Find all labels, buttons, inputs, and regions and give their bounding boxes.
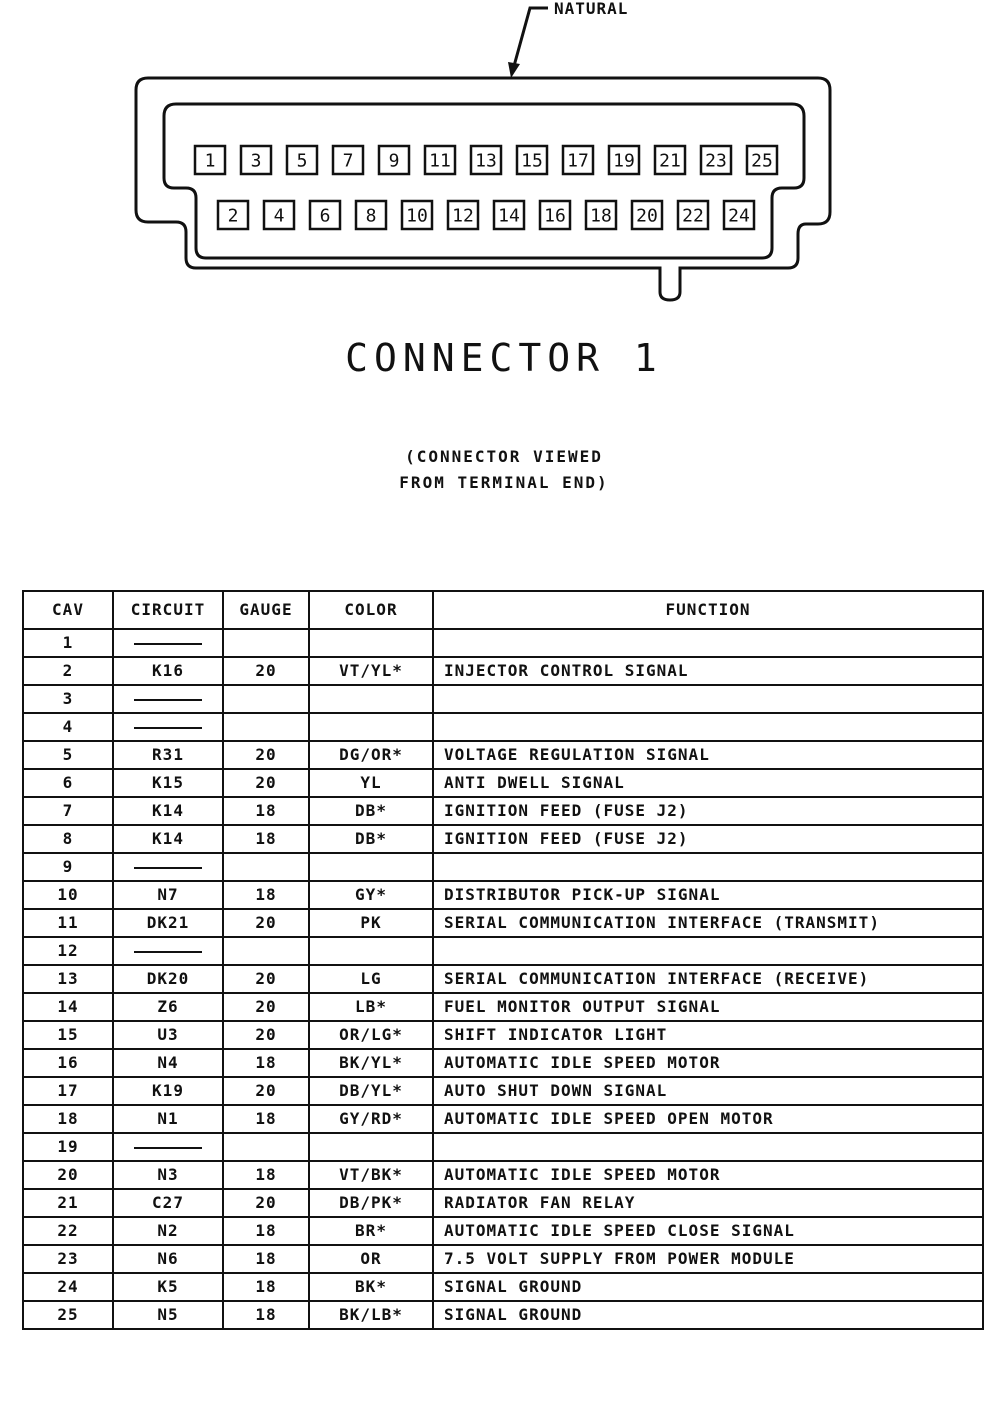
- pin-17: [563, 146, 593, 174]
- connector-inner-cavity: [164, 104, 804, 258]
- cell-color: VT/YL*: [309, 657, 433, 685]
- cell-cav: 2: [23, 657, 113, 685]
- pin-7: [333, 146, 363, 174]
- pin-24: [724, 201, 754, 229]
- cell-cav: 7: [23, 797, 113, 825]
- svg-text:17: 17: [567, 150, 589, 172]
- cell-function: VOLTAGE REGULATION SIGNAL: [433, 741, 983, 769]
- pin-8: [356, 201, 386, 229]
- connector-diagram: [0, 0, 1008, 330]
- pin-19: [609, 146, 639, 174]
- unused-cavity-dash: [134, 951, 202, 953]
- cell-color: LG: [309, 965, 433, 993]
- cell-function: IGNITION FEED (FUSE J2): [433, 825, 983, 853]
- pin-1: [195, 146, 225, 174]
- cell-circuit: N4: [113, 1049, 223, 1077]
- cell-circuit: N6: [113, 1245, 223, 1273]
- cell-function: SERIAL COMMUNICATION INTERFACE (TRANSMIT): [433, 909, 983, 937]
- cell-circuit: N5: [113, 1301, 223, 1329]
- cell-cav: 6: [23, 769, 113, 797]
- natural-label: NATURAL: [554, 0, 629, 18]
- table-row: [23, 741, 983, 769]
- table-row: [23, 1217, 983, 1245]
- svg-text:21: 21: [659, 150, 681, 172]
- svg-text:11: 11: [429, 150, 451, 172]
- cell-function: [433, 853, 983, 881]
- header-function: FUNCTION: [433, 591, 983, 629]
- pin-23: [701, 146, 731, 174]
- cell-circuit: K14: [113, 797, 223, 825]
- table-row: [23, 825, 983, 853]
- cell-function: SHIFT INDICATOR LIGHT: [433, 1021, 983, 1049]
- cell-gauge: [223, 937, 309, 965]
- cell-gauge: 20: [223, 769, 309, 797]
- cell-cav: 15: [23, 1021, 113, 1049]
- cell-color: DB/YL*: [309, 1077, 433, 1105]
- cell-circuit: [113, 713, 223, 741]
- cell-function: DISTRIBUTOR PICK-UP SIGNAL: [433, 881, 983, 909]
- cell-color: YL: [309, 769, 433, 797]
- table-header-row: [23, 591, 983, 629]
- cell-circuit: K14: [113, 825, 223, 853]
- cell-circuit: N1: [113, 1105, 223, 1133]
- cell-gauge: 20: [223, 993, 309, 1021]
- pin-5: [287, 146, 317, 174]
- cell-function: INJECTOR CONTROL SIGNAL: [433, 657, 983, 685]
- cell-color: [309, 853, 433, 881]
- cell-cav: 13: [23, 965, 113, 993]
- cell-cav: 4: [23, 713, 113, 741]
- table-row: [23, 1245, 983, 1273]
- svg-text:20: 20: [636, 205, 658, 227]
- cell-function: AUTOMATIC IDLE SPEED MOTOR: [433, 1049, 983, 1077]
- svg-text:9: 9: [388, 150, 400, 172]
- view-note-line-2: FROM TERMINAL END): [399, 473, 609, 492]
- cell-circuit: K19: [113, 1077, 223, 1105]
- table-row: [23, 881, 983, 909]
- cell-cav: 14: [23, 993, 113, 1021]
- cell-gauge: 20: [223, 1077, 309, 1105]
- cell-circuit: N7: [113, 881, 223, 909]
- pin-18: [586, 201, 616, 229]
- svg-text:23: 23: [705, 150, 727, 172]
- cell-color: DB*: [309, 825, 433, 853]
- pin-11: [425, 146, 455, 174]
- svg-text:19: 19: [613, 150, 635, 172]
- table-row: [23, 1105, 983, 1133]
- cell-function: AUTOMATIC IDLE SPEED MOTOR: [433, 1161, 983, 1189]
- cell-color: [309, 937, 433, 965]
- cell-gauge: 18: [223, 1301, 309, 1329]
- cell-gauge: 18: [223, 825, 309, 853]
- table-row: [23, 853, 983, 881]
- table-row: [23, 657, 983, 685]
- cell-circuit: N2: [113, 1217, 223, 1245]
- pin-14: [494, 201, 524, 229]
- pin-16: [540, 201, 570, 229]
- cell-color: DB*: [309, 797, 433, 825]
- table-row: [23, 965, 983, 993]
- cell-cav: 16: [23, 1049, 113, 1077]
- cell-circuit: [113, 1133, 223, 1161]
- pin-25: [747, 146, 777, 174]
- header-circuit: CIRCUIT: [113, 591, 223, 629]
- svg-text:7: 7: [342, 150, 354, 172]
- table-row: [23, 1133, 983, 1161]
- cell-circuit: U3: [113, 1021, 223, 1049]
- cell-color: PK: [309, 909, 433, 937]
- cell-function: SIGNAL GROUND: [433, 1273, 983, 1301]
- cell-function: RADIATOR FAN RELAY: [433, 1189, 983, 1217]
- pin-13: [471, 146, 501, 174]
- cell-cav: 18: [23, 1105, 113, 1133]
- cell-function: [433, 629, 983, 657]
- cell-cav: 8: [23, 825, 113, 853]
- table-row: [23, 937, 983, 965]
- svg-text:16: 16: [544, 205, 566, 227]
- cell-function: [433, 685, 983, 713]
- cell-gauge: 18: [223, 1105, 309, 1133]
- cell-cav: 23: [23, 1245, 113, 1273]
- cell-circuit: [113, 685, 223, 713]
- cell-color: [309, 629, 433, 657]
- pin-10: [402, 201, 432, 229]
- cell-cav: 25: [23, 1301, 113, 1329]
- pin-12: [448, 201, 478, 229]
- cell-circuit: [113, 937, 223, 965]
- svg-text:25: 25: [751, 150, 773, 172]
- cell-cav: 10: [23, 881, 113, 909]
- table-row: [23, 713, 983, 741]
- cell-gauge: [223, 853, 309, 881]
- table-row: [23, 1049, 983, 1077]
- cell-function: SIGNAL GROUND: [433, 1301, 983, 1329]
- cell-circuit: [113, 629, 223, 657]
- table-row: [23, 769, 983, 797]
- cell-cav: 1: [23, 629, 113, 657]
- cell-function: 7.5 VOLT SUPPLY FROM POWER MODULE: [433, 1245, 983, 1273]
- connector-pins: [195, 146, 777, 229]
- cell-function: AUTO SHUT DOWN SIGNAL: [433, 1077, 983, 1105]
- svg-text:10: 10: [406, 205, 428, 227]
- cell-function: [433, 713, 983, 741]
- table-row: [23, 909, 983, 937]
- cell-color: OR/LG*: [309, 1021, 433, 1049]
- cell-circuit: [113, 853, 223, 881]
- cell-color: LB*: [309, 993, 433, 1021]
- cell-function: ANTI DWELL SIGNAL: [433, 769, 983, 797]
- cell-color: [309, 1133, 433, 1161]
- table-row: [23, 993, 983, 1021]
- svg-text:13: 13: [475, 150, 497, 172]
- cell-gauge: 18: [223, 1273, 309, 1301]
- table-row: [23, 1273, 983, 1301]
- cell-circuit: DK21: [113, 909, 223, 937]
- cell-gauge: 18: [223, 797, 309, 825]
- cell-gauge: 20: [223, 1021, 309, 1049]
- svg-text:14: 14: [498, 205, 520, 227]
- cell-cav: 22: [23, 1217, 113, 1245]
- cell-circuit: R31: [113, 741, 223, 769]
- pin-21: [655, 146, 685, 174]
- pin-6: [310, 201, 340, 229]
- view-note: [0, 444, 1008, 496]
- table-row: [23, 1161, 983, 1189]
- header-gauge: GAUGE: [223, 591, 309, 629]
- cell-function: IGNITION FEED (FUSE J2): [433, 797, 983, 825]
- pin-3: [241, 146, 271, 174]
- svg-text:15: 15: [521, 150, 543, 172]
- cell-gauge: [223, 713, 309, 741]
- cell-color: VT/BK*: [309, 1161, 433, 1189]
- cell-cav: 3: [23, 685, 113, 713]
- unused-cavity-dash: [134, 1147, 202, 1149]
- unused-cavity-dash: [134, 867, 202, 869]
- svg-text:2: 2: [227, 205, 239, 227]
- svg-text:8: 8: [365, 205, 377, 227]
- cell-gauge: 20: [223, 965, 309, 993]
- unused-cavity-dash: [134, 727, 202, 729]
- cell-cav: 12: [23, 937, 113, 965]
- cell-color: GY/RD*: [309, 1105, 433, 1133]
- connector-housing: [136, 78, 830, 300]
- cell-gauge: 20: [223, 741, 309, 769]
- table-row: [23, 1189, 983, 1217]
- cell-color: OR: [309, 1245, 433, 1273]
- connector-title: CONNECTOR 1: [345, 336, 663, 380]
- cell-gauge: 18: [223, 1161, 309, 1189]
- cell-gauge: 18: [223, 1245, 309, 1273]
- view-note-line-1: (CONNECTOR VIEWED: [405, 447, 603, 466]
- cell-circuit: K16: [113, 657, 223, 685]
- cell-color: GY*: [309, 881, 433, 909]
- cell-function: FUEL MONITOR OUTPUT SIGNAL: [433, 993, 983, 1021]
- cell-circuit: K5: [113, 1273, 223, 1301]
- header-color: COLOR: [309, 591, 433, 629]
- svg-text:22: 22: [682, 205, 704, 227]
- cell-cav: 19: [23, 1133, 113, 1161]
- cell-circuit: DK20: [113, 965, 223, 993]
- svg-text:18: 18: [590, 205, 612, 227]
- svg-text:6: 6: [319, 205, 331, 227]
- cell-color: BK/YL*: [309, 1049, 433, 1077]
- header-cav: CAV: [23, 591, 113, 629]
- cell-cav: 24: [23, 1273, 113, 1301]
- cell-function: [433, 1133, 983, 1161]
- cell-gauge: 18: [223, 1217, 309, 1245]
- cell-color: DG/OR*: [309, 741, 433, 769]
- cell-gauge: [223, 1133, 309, 1161]
- cell-color: DB/PK*: [309, 1189, 433, 1217]
- cell-cav: 17: [23, 1077, 113, 1105]
- table-row: [23, 685, 983, 713]
- table-row: [23, 629, 983, 657]
- svg-text:1: 1: [204, 150, 216, 172]
- pin-4: [264, 201, 294, 229]
- cell-color: [309, 713, 433, 741]
- cell-gauge: 18: [223, 881, 309, 909]
- unused-cavity-dash: [134, 699, 202, 701]
- pin-9: [379, 146, 409, 174]
- cell-circuit: N3: [113, 1161, 223, 1189]
- pinout-table: [22, 590, 984, 1330]
- table-row: [23, 1021, 983, 1049]
- cell-cav: 21: [23, 1189, 113, 1217]
- cell-function: AUTOMATIC IDLE SPEED OPEN MOTOR: [433, 1105, 983, 1133]
- table-row: [23, 1301, 983, 1329]
- cell-function: [433, 937, 983, 965]
- cell-function: SERIAL COMMUNICATION INTERFACE (RECEIVE): [433, 965, 983, 993]
- cell-gauge: [223, 629, 309, 657]
- cell-gauge: 18: [223, 1049, 309, 1077]
- natural-callout: [508, 0, 628, 78]
- pin-20: [632, 201, 662, 229]
- cell-color: BK*: [309, 1273, 433, 1301]
- pin-22: [678, 201, 708, 229]
- svg-text:3: 3: [250, 150, 262, 172]
- cell-cav: 11: [23, 909, 113, 937]
- cell-gauge: [223, 685, 309, 713]
- svg-text:12: 12: [452, 205, 474, 227]
- cell-function: AUTOMATIC IDLE SPEED CLOSE SIGNAL: [433, 1217, 983, 1245]
- table-row: [23, 797, 983, 825]
- svg-text:24: 24: [728, 205, 750, 227]
- unused-cavity-dash: [134, 643, 202, 645]
- table-row: [23, 1077, 983, 1105]
- cell-circuit: Z6: [113, 993, 223, 1021]
- cell-color: BR*: [309, 1217, 433, 1245]
- cell-gauge: 20: [223, 909, 309, 937]
- cell-circuit: K15: [113, 769, 223, 797]
- svg-text:5: 5: [296, 150, 308, 172]
- cell-cav: 20: [23, 1161, 113, 1189]
- cell-color: BK/LB*: [309, 1301, 433, 1329]
- cell-gauge: 20: [223, 657, 309, 685]
- pin-2: [218, 201, 248, 229]
- cell-gauge: 20: [223, 1189, 309, 1217]
- svg-text:4: 4: [273, 205, 285, 227]
- pin-15: [517, 146, 547, 174]
- cell-circuit: C27: [113, 1189, 223, 1217]
- cell-color: [309, 685, 433, 713]
- cell-cav: 5: [23, 741, 113, 769]
- cell-cav: 9: [23, 853, 113, 881]
